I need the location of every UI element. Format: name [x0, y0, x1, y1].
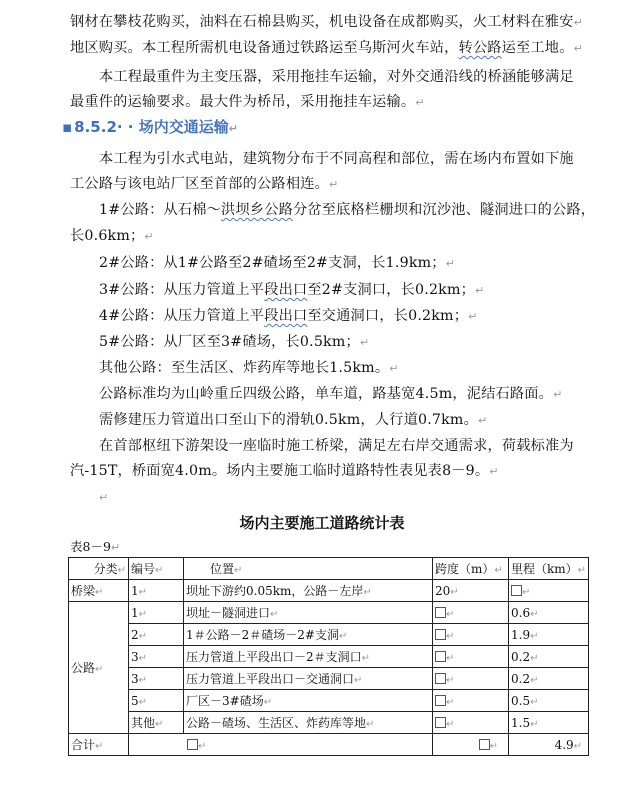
cell-span: ↵ [433, 624, 509, 646]
cell-span: ↵ [433, 668, 509, 690]
table-row [69, 602, 589, 624]
cell-location: 压力管道上平段出口－2＃支洞口↵ [184, 646, 433, 668]
paragraph-line: 钢材在攀枝花购买，油料在石棉县购买，机电设备在成都购买，火工材料在雅安↵ [70, 14, 583, 30]
spellcheck-underline: 段出口 [264, 308, 308, 324]
paragraph-line: 在首部枢纽下游架设一座临时施工桥梁，满足左右岸交通需求，荷载标准为 [99, 438, 574, 454]
cell-mileage: 1.5↵ [509, 712, 589, 734]
cell-number: 5↵ [129, 690, 184, 712]
cell-span: ↵ [433, 712, 509, 734]
cell-number: 1↵ [129, 602, 184, 624]
cell-mileage: 0.5↵ [509, 690, 589, 712]
spellcheck-underline: 转公路 [458, 40, 502, 56]
cell-number: 3↵ [129, 646, 184, 668]
cell-location: 1＃公路－2＃碴场－2#支洞↵ [184, 624, 433, 646]
table-row [69, 580, 589, 602]
table-header-row [69, 558, 589, 580]
cell-location: 坝址下游约0.05km，公路－左岸↵ [184, 580, 433, 602]
paragraph-line: 汽-15T，桥面宽4.0m。场内主要施工临时道路特性表见表8－9。↵ [70, 463, 499, 479]
empty-cell-box [479, 739, 490, 750]
paragraph-line: 长0.6km；↵ [70, 228, 154, 244]
paragraph-line: 2#公路：从1#公路至2#碴场至2#支洞，长1.9km；↵ [99, 255, 456, 271]
paragraph-line: 需修建压力管道出口至山下的滑轨0.5km，人行道0.7km。↵ [99, 412, 488, 428]
table-title: 场内主要施工道路统计表 [239, 514, 405, 532]
table-number: 表8－9↵ [70, 539, 121, 554]
cell-number: 3↵ [129, 668, 184, 690]
empty-cell-box [435, 629, 446, 640]
table-row [69, 646, 589, 668]
empty-cell-box [187, 739, 198, 750]
empty-paragraph-mark: ↵ [99, 491, 109, 504]
header-span: 跨度（m）↵ [433, 558, 509, 580]
header-number: 编号↵ [129, 558, 184, 580]
paragraph-line: 最重件的运输要求。最大件为桥吊，采用拖挂车运输。↵ [70, 94, 425, 110]
empty-cell-box [511, 585, 522, 596]
empty-cell-box [435, 673, 446, 684]
cell-mileage: ↵ [509, 580, 589, 602]
table-row [69, 712, 589, 734]
category-bridge: 桥梁↵ [69, 580, 129, 602]
header-mileage: 里程（km）↵ [509, 558, 589, 580]
table-row [69, 668, 589, 690]
cell-number: 1↵ [129, 580, 184, 602]
paragraph-line: 5#公路：从厂区至3#碴场，长0.5km；↵ [99, 334, 370, 350]
empty-cell-box [435, 607, 446, 618]
cell-mileage: 0.6↵ [509, 602, 589, 624]
paragraph-line: 本工程最重件为主变压器，采用拖挂车运输，对外交通沿线的桥涵能够满足 [99, 69, 574, 85]
cell-span: ↵ [433, 646, 509, 668]
cell-mileage: 0.2↵ [509, 668, 589, 690]
header-location: 位置↵ [184, 558, 433, 580]
cell-span: 20↵ [433, 580, 509, 602]
paragraph-line: 公路标准均为山岭重丘四级公路，单车道，路基宽4.5m，泥结石路面。↵ [99, 386, 563, 402]
paragraph-line: 工公路与该电站厂区至首部的公路相连。↵ [70, 176, 339, 192]
cell-location: 厂区－3#碴场↵ [184, 690, 433, 712]
cell-location: 坝址－隧洞进口↵ [184, 602, 433, 624]
empty-cell-box [435, 695, 446, 706]
road-statistics-table [68, 557, 589, 756]
paragraph-line: 1#公路：从石棉～洪坝乡公路分岔至底格栏栅坝和沉沙池、隧洞进口的公路， [99, 202, 596, 218]
table-total-row [69, 734, 589, 756]
table-row [69, 624, 589, 646]
table-row [69, 690, 589, 712]
empty-cell-box [435, 717, 446, 728]
cell-location: 公路－碴场、生活区、炸药库等地↵ [184, 712, 433, 734]
category-road: 公路↵ [69, 602, 129, 734]
paragraph-line: 其他公路：至生活区、炸药库等地长1.5km。↵ [99, 360, 399, 376]
total-label: 合计↵ [69, 734, 129, 756]
cell-location: 压力管道上平段出口－交通洞口↵ [184, 668, 433, 690]
cell-number: 2↵ [129, 624, 184, 646]
paragraph-line: 4#公路：从压力管道上平段出口至交通洞口，长0.2km；↵ [99, 308, 478, 324]
spellcheck-underline: 段出口 [264, 282, 308, 298]
header-category: 分类↵ [69, 558, 129, 580]
section-heading: ▪ 8.5.2· · 场内交通运输↵ [62, 118, 238, 136]
paragraph-line: 地区购买。本工程所需机电设备通过铁路运至乌斯河火车站，转公路运至工地。↵ [70, 40, 584, 56]
cell-number: 其他↵ [129, 712, 184, 734]
total-mileage: 4.9↵ [509, 734, 589, 756]
cell-span: ↵ [433, 602, 509, 624]
cell-span: ↵ [433, 690, 509, 712]
empty-cell-box [435, 651, 446, 662]
cell-mileage: 0.2↵ [509, 646, 589, 668]
spellcheck-underline: 洪坝乡公路 [221, 202, 293, 218]
paragraph-line: 3#公路：从压力管道上平段出口至2#支洞口，长0.2km；↵ [99, 282, 485, 298]
total-span: ↵ [433, 734, 509, 756]
total-merged-cell: ↵ [129, 734, 433, 756]
paragraph-line: 本工程为引水式电站，建筑物分布于不同高程和部位，需在场内布置如下施 [99, 151, 574, 167]
cell-mileage: 1.9↵ [509, 624, 589, 646]
